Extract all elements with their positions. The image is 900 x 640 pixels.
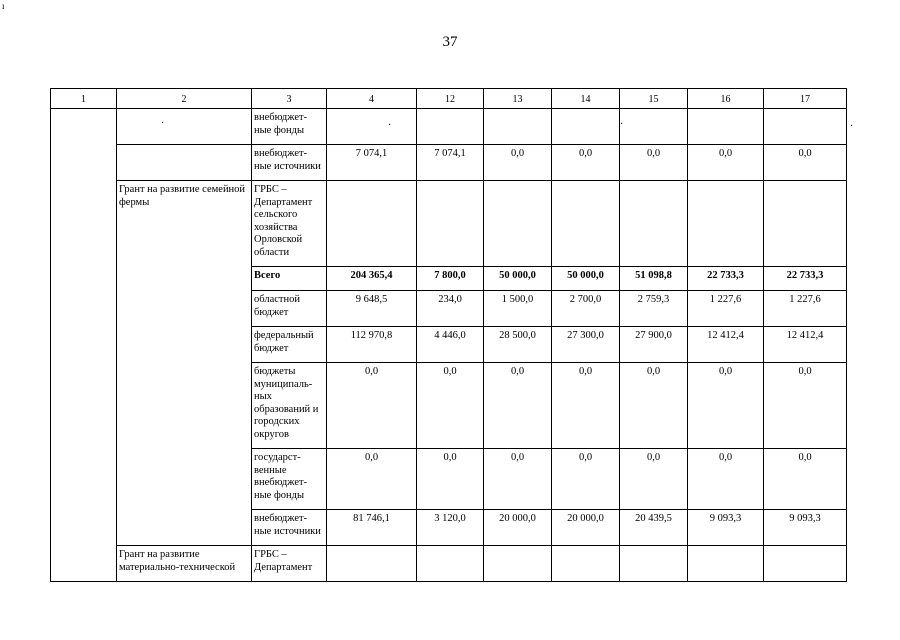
value-cell: 27 300,0 <box>552 327 620 363</box>
header-cell: 14 <box>552 89 620 109</box>
value-cell <box>552 181 620 267</box>
table-row <box>51 546 847 582</box>
value-cell <box>552 546 620 582</box>
value-cell: 0,0 <box>327 363 417 449</box>
funding-source-cell: внебюджет-ные источники <box>252 510 327 546</box>
value-cell <box>764 109 847 145</box>
value-cell: 0,0 <box>620 363 688 449</box>
value-cell: 0,0 <box>764 363 847 449</box>
header-cell: 17 <box>764 89 847 109</box>
value-cell: 22 733,3 <box>764 267 847 291</box>
value-cell <box>688 546 764 582</box>
value-cell: 0,0 <box>552 449 620 510</box>
value-cell: 12 412,4 <box>764 327 847 363</box>
value-cell: 20 000,0 <box>552 510 620 546</box>
value-cell: 0,0 <box>764 145 847 181</box>
value-cell: 9 648,5 <box>327 291 417 327</box>
funding-source-cell: Всего <box>252 267 327 291</box>
value-cell: 0,0 <box>620 145 688 181</box>
value-cell: 51 098,8 <box>620 267 688 291</box>
value-cell: 28 500,0 <box>484 327 552 363</box>
value-cell: 204 365,4 <box>327 267 417 291</box>
value-cell <box>620 546 688 582</box>
value-cell: 0,0 <box>552 363 620 449</box>
value-cell: 0,0 <box>417 363 484 449</box>
scan-artifact-dot: · <box>161 118 165 129</box>
value-cell: 1 227,6 <box>688 291 764 327</box>
value-cell: 112 970,8 <box>327 327 417 363</box>
value-cell <box>688 109 764 145</box>
value-cell: 20 000,0 <box>484 510 552 546</box>
header-cell: 13 <box>484 89 552 109</box>
scan-artifact-dot: · <box>388 120 392 131</box>
value-cell <box>620 181 688 267</box>
value-cell: 0,0 <box>620 449 688 510</box>
value-cell: 0,0 <box>688 145 764 181</box>
value-cell: 1 500,0 <box>484 291 552 327</box>
value-cell: 0,0 <box>688 363 764 449</box>
value-cell: 50 000,0 <box>484 267 552 291</box>
table-row <box>51 109 847 145</box>
value-cell <box>688 181 764 267</box>
value-cell: 27 900,0 <box>620 327 688 363</box>
value-cell: 7 074,1 <box>327 145 417 181</box>
value-cell: 7 800,0 <box>417 267 484 291</box>
funding-source-cell: внебюджет-ные фонды <box>252 109 327 145</box>
value-cell: 2 700,0 <box>552 291 620 327</box>
scan-artifact-dot: · <box>850 121 854 132</box>
value-cell: 9 093,3 <box>764 510 847 546</box>
value-cell: 0,0 <box>327 449 417 510</box>
value-cell <box>764 181 847 267</box>
value-cell: 0,0 <box>484 145 552 181</box>
value-cell: 81 746,1 <box>327 510 417 546</box>
value-cell <box>484 181 552 267</box>
value-cell: 22 733,3 <box>688 267 764 291</box>
value-cell: 20 439,5 <box>620 510 688 546</box>
corner-mark: ı <box>2 1 5 11</box>
value-cell <box>764 546 847 582</box>
value-cell: 1 227,6 <box>764 291 847 327</box>
col1-merged-cell <box>51 109 117 582</box>
value-cell: 0,0 <box>417 449 484 510</box>
value-cell: 0,0 <box>484 449 552 510</box>
value-cell: 0,0 <box>764 449 847 510</box>
header-cell: 3 <box>252 89 327 109</box>
header-cell: 12 <box>417 89 484 109</box>
value-cell: 0,0 <box>484 363 552 449</box>
measure-name-cell: Грант на развитие семейной фермы <box>117 181 252 546</box>
value-cell: 12 412,4 <box>688 327 764 363</box>
value-cell <box>484 109 552 145</box>
measure-name-cell <box>117 145 252 181</box>
value-cell <box>327 546 417 582</box>
funding-source-cell: ГРБС – Департамент сельского хозяйства Орловской области <box>252 181 327 267</box>
funding-source-cell: федеральный бюджет <box>252 327 327 363</box>
value-cell: 4 446,0 <box>417 327 484 363</box>
header-cell: 16 <box>688 89 764 109</box>
table-row <box>51 145 847 181</box>
funding-source-cell: бюджеты муниципаль-ных образований и городских округов <box>252 363 327 449</box>
funding-source-cell: государст-венные внебюджет-ные фонды <box>252 449 327 510</box>
value-cell <box>417 181 484 267</box>
value-cell <box>417 546 484 582</box>
value-cell: 3 120,0 <box>417 510 484 546</box>
value-cell: 50 000,0 <box>552 267 620 291</box>
value-cell <box>327 181 417 267</box>
value-cell <box>327 109 417 145</box>
scan-artifact-dot: · <box>620 119 624 130</box>
budget-table <box>50 88 847 582</box>
page-number: 37 <box>442 34 458 50</box>
funding-source-cell: внебюджет-ные источники <box>252 145 327 181</box>
table-row <box>51 181 847 267</box>
value-cell: 0,0 <box>552 145 620 181</box>
header-cell: 15 <box>620 89 688 109</box>
value-cell <box>620 109 688 145</box>
measure-name-cell <box>117 109 252 145</box>
header-cell: 1 <box>51 89 117 109</box>
value-cell <box>552 109 620 145</box>
value-cell: 9 093,3 <box>688 510 764 546</box>
funding-source-cell: ГРБС – Департамент <box>252 546 327 582</box>
value-cell <box>484 546 552 582</box>
header-cell: 2 <box>117 89 252 109</box>
funding-source-cell: областной бюджет <box>252 291 327 327</box>
value-cell: 2 759,3 <box>620 291 688 327</box>
header-cell: 4 <box>327 89 417 109</box>
value-cell <box>417 109 484 145</box>
value-cell: 0,0 <box>688 449 764 510</box>
table-header-row <box>51 89 847 109</box>
value-cell: 234,0 <box>417 291 484 327</box>
measure-name-cell: Грант на развитие материально-технической <box>117 546 252 582</box>
value-cell: 7 074,1 <box>417 145 484 181</box>
